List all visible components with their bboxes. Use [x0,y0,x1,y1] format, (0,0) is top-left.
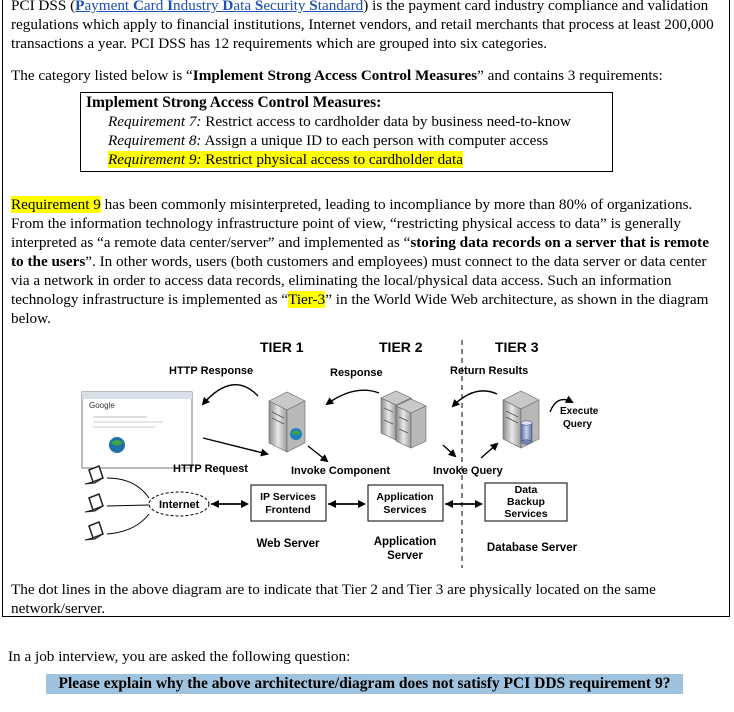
ip-services-line1: IP Services [260,491,316,503]
return-results-label: Return Results [450,365,529,377]
data-backup-line1: Data [514,484,538,496]
tier2-label: TIER 2 [379,339,423,355]
interview-prompt: In a job interview, you are asked the following question: [8,648,351,665]
application-server-label-2: Server [387,550,423,562]
requirement-7: Requirement 7: Restrict access to cardholder data by business need-to-know [108,113,571,130]
tier3-architecture-diagram [65,328,645,573]
internet-label: Internet [159,499,200,511]
app-services-line2: Services [383,504,427,516]
invoke-component-label: Invoke Component [291,465,391,477]
response-label: Response [330,367,383,379]
application-server-label-1: Application [373,536,437,548]
ip-services-line2: Frontend [265,504,311,516]
http-response-label: HTTP Response [169,365,254,377]
application-server-icon [381,391,426,448]
explanation-paragraph: Requirement 9 has been commonly misinterpreted, leading to incompliance by more than 80% of organizations. From the information technology infrastructure point of view, “restricting physical access to data” is generally interpreted as “a remote data center/server” and implemented as “storing data records on a server that is remote to the users”. In other words, users (both customers and employees) must connect to the data server or data center via a network in order to access data records, eliminating the local/physical data access. Such an information technology infrastructure is implemented as “Tier-3” in the World Wide Web architecture, as shown in the diagram below. [11,196,709,327]
execute-label: Execute [560,406,599,417]
database-server-icon [503,391,539,448]
database-server-label: Database Server [486,542,578,554]
web-server-label: Web Server [256,538,320,550]
tier3-label: TIER 3 [495,339,539,355]
http-request-label: HTTP Request [173,463,248,475]
requirement-9: Requirement 9: Restrict physical access to cardholder data [108,151,463,168]
query-label: Query [563,419,592,430]
intro-paragraph: PCI DSS (Payment Card Industry Data Security Standard) is the payment card industry compliance and validation regulations which apply to financial institutions, Internet vendors, and retail merchants that process at least 200,000 transactions a year. PCI DSS has 12 requirements which are grouped into six categories. [11,0,723,53]
content-frame [2,0,730,617]
pci-dss-link[interactable]: Payment Card Industry Data Security Standard [75,0,364,14]
google-logo-text: Google [89,401,115,410]
invoke-query-label: Invoke Query [433,465,503,477]
data-backup-line3: Services [504,508,548,520]
requirements-heading: Implement Strong Access Control Measures: [86,94,382,111]
tier1-label: TIER 1 [260,339,304,355]
laptop-icon [85,466,103,540]
app-services-line1: Application [376,491,434,503]
web-server-icon [269,392,305,452]
requirement-8: Requirement 8: Assign a unique ID to each person with computer access [108,132,549,149]
requirements-box [80,92,613,172]
tier3-highlight: Tier-3 [288,291,326,308]
data-backup-line2: Backup [507,496,545,508]
req9-highlight: Requirement 9 [11,196,101,213]
dotlines-note: The dot lines in the above diagram are to indicate that Tier 2 and Tier 3 are physically located on the same network/server. [11,581,656,617]
category-paragraph: The category listed below is “Implement Strong Access Control Measures” and contains 3 requirements: [11,67,663,84]
browser-window-icon [82,392,192,468]
interview-question: Please explain why the above architecture/diagram does not satisfy PCI DDS requirement 9? [46,674,683,694]
